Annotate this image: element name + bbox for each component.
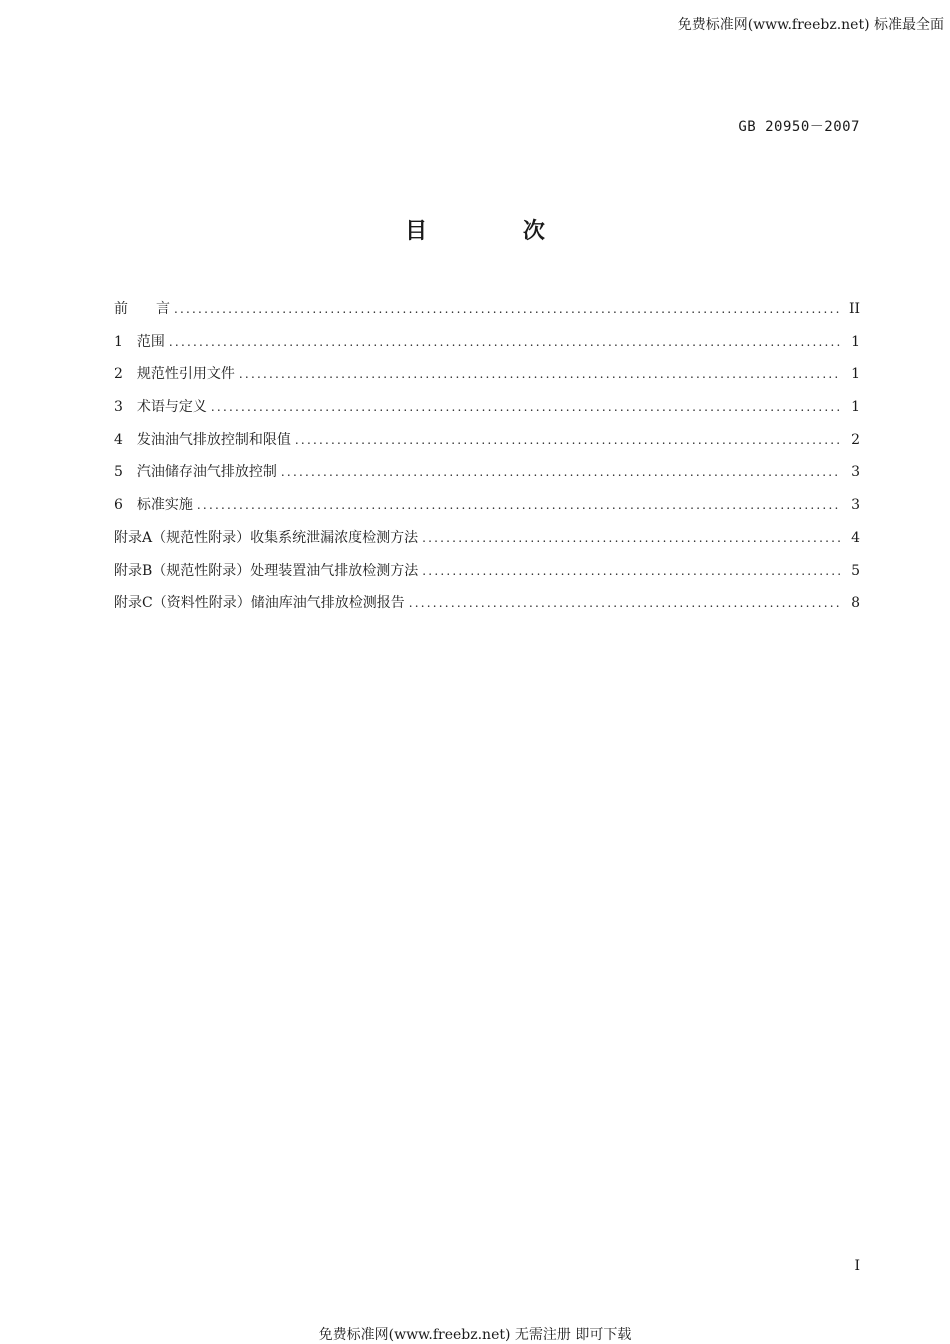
toc-page-number: 1 — [851, 333, 860, 350]
toc-label: 2 规范性引用文件 — [114, 366, 235, 383]
toc-label: 5 汽油储存油气排放控制 — [114, 464, 277, 481]
standard-code: GB 20950－2007 — [738, 119, 860, 135]
toc-leader-dots — [281, 465, 840, 479]
toc-page-number: 5 — [851, 562, 860, 579]
toc-leader-dots — [174, 302, 840, 316]
toc-row[interactable] — [114, 592, 860, 625]
toc-page-number: 3 — [851, 497, 860, 514]
toc-label: 附录A（规范性附录）收集系统泄漏浓度检测方法 — [114, 529, 419, 546]
toc-page-number: 8 — [851, 595, 860, 612]
toc-row[interactable] — [114, 494, 860, 527]
toc-leader-dots — [211, 400, 840, 414]
toc-label: 6 标准实施 — [114, 497, 193, 514]
toc-label: 1 范围 — [114, 333, 165, 350]
toc-leader-dots — [295, 433, 840, 447]
toc-row[interactable] — [114, 429, 860, 462]
toc-leader-dots — [197, 498, 840, 512]
table-of-contents — [114, 298, 860, 625]
toc-page-number: 1 — [851, 366, 860, 383]
toc-row[interactable] — [114, 396, 860, 429]
page-number: I — [854, 1258, 860, 1274]
toc-label: 附录B（规范性附录）处理装置油气排放检测方法 — [114, 562, 419, 579]
toc-page-number: 1 — [851, 399, 860, 416]
toc-leader-dots — [422, 531, 840, 545]
toc-page-number: II — [848, 301, 860, 317]
toc-label: 附录C（资料性附录）储油库油气排放检测报告 — [114, 595, 405, 612]
toc-label: 4 发油油气排放控制和限值 — [114, 431, 291, 448]
toc-page-number: 4 — [851, 529, 860, 546]
watermark-bottom: 免费标准网(www.freebz.net) 无需注册 即可下载 — [318, 1327, 632, 1343]
toc-row[interactable] — [114, 298, 860, 331]
toc-label: 前 言 — [114, 301, 170, 317]
toc-leader-dots — [169, 335, 840, 349]
toc-page-number: 3 — [851, 464, 860, 481]
toc-row[interactable] — [114, 527, 860, 560]
toc-leader-dots — [422, 564, 840, 578]
page-title: 目 次 — [405, 219, 589, 244]
toc-row[interactable] — [114, 363, 860, 396]
toc-row[interactable] — [114, 331, 860, 364]
watermark-top: 免费标准网(www.freebz.net) 标准最全面 — [677, 17, 944, 33]
toc-leader-dots — [409, 596, 840, 610]
toc-row[interactable] — [114, 560, 860, 593]
toc-page-number: 2 — [851, 431, 860, 448]
toc-leader-dots — [239, 367, 840, 381]
toc-label: 3 术语与定义 — [114, 399, 207, 416]
toc-row[interactable] — [114, 461, 860, 494]
